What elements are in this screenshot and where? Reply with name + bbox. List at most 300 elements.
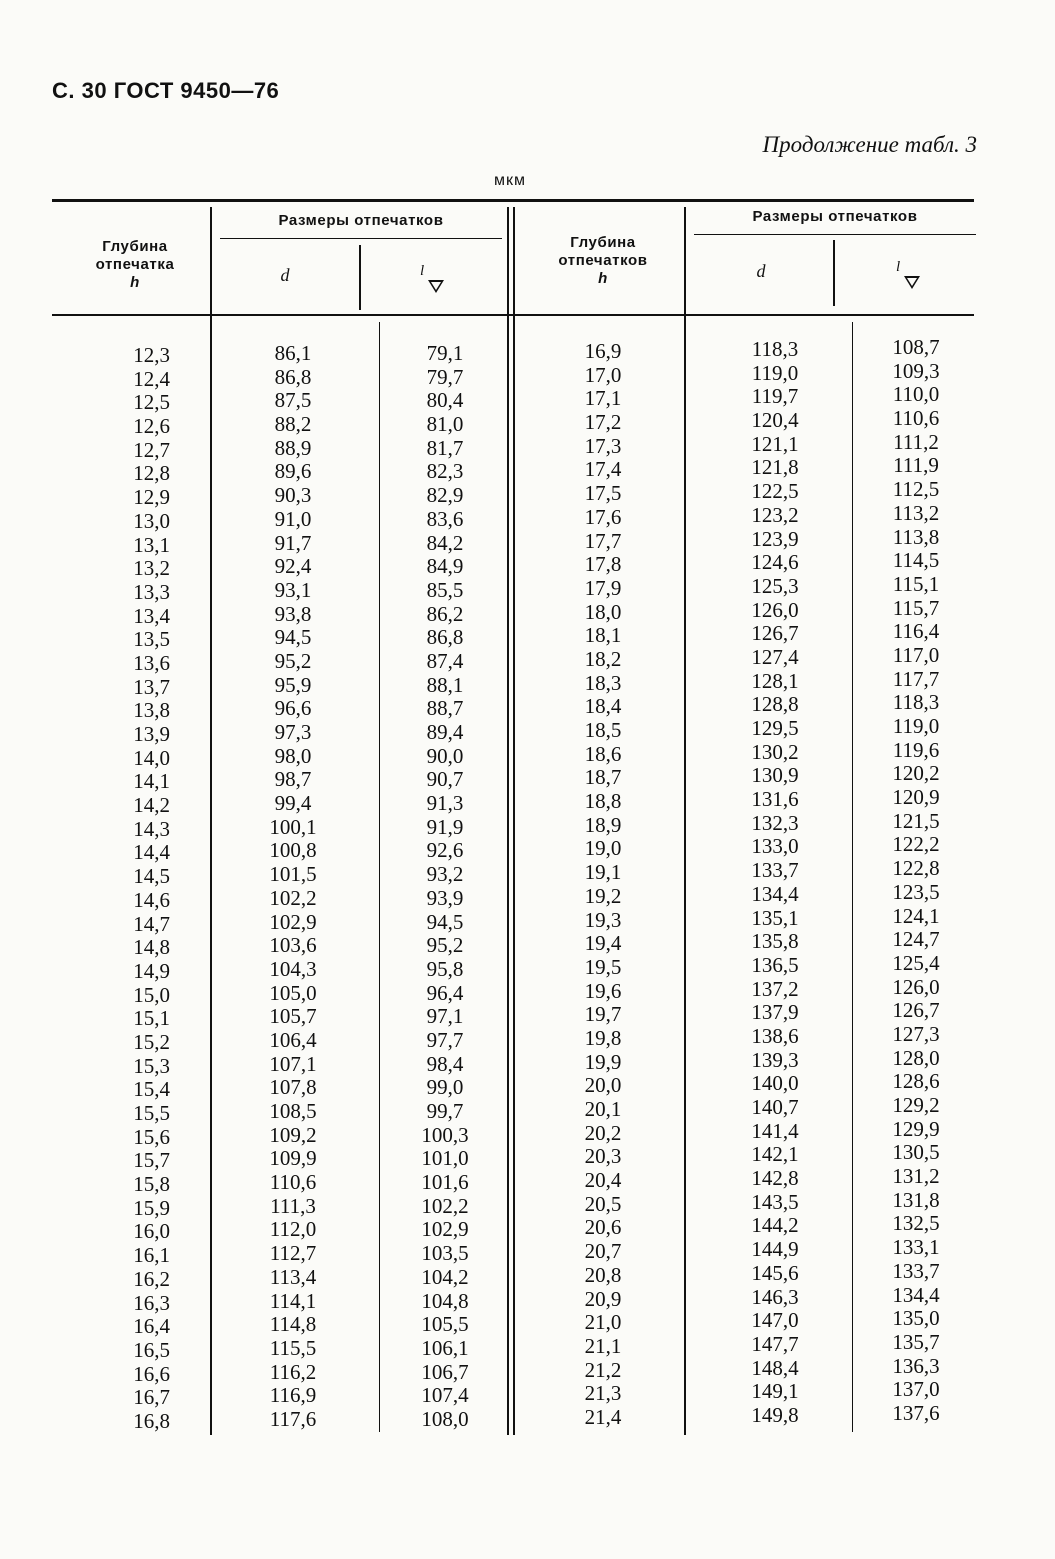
table-cell: 123,5 xyxy=(892,879,940,904)
table-cell: 19,4 xyxy=(584,931,622,956)
left-d-header: d xyxy=(280,265,290,285)
table-cell: 13,1 xyxy=(133,532,170,557)
table-cell: 109,2 xyxy=(269,1122,317,1147)
table-cell: 115,5 xyxy=(269,1335,317,1360)
table-cell: 84,2 xyxy=(426,530,464,555)
table-cell: 19,7 xyxy=(584,1002,622,1027)
table-cell: 17,8 xyxy=(584,552,622,577)
table-cell: 111,9 xyxy=(893,453,939,478)
table-cell: 13,5 xyxy=(133,627,170,652)
table-cell: 89,6 xyxy=(274,459,312,484)
table-cell: 127,4 xyxy=(751,644,799,669)
table-cell: 111,2 xyxy=(893,429,939,454)
depth-header-line-1: Глубина xyxy=(102,238,168,255)
table-cell: 132,3 xyxy=(751,810,799,835)
table-cell: 130,2 xyxy=(751,739,799,764)
table-cell: 114,5 xyxy=(892,548,940,573)
table-cell: 136,5 xyxy=(751,952,799,977)
table-cell: 130,9 xyxy=(751,763,799,788)
table-cell: 86,8 xyxy=(426,625,464,650)
table-cell: 127,3 xyxy=(892,1021,940,1046)
right-h-column xyxy=(560,340,646,1430)
table-cell: 16,7 xyxy=(133,1385,170,1410)
table-cell: 20,7 xyxy=(584,1239,622,1264)
depth-header-symbol: h xyxy=(130,274,140,291)
left-l-header: l xyxy=(420,263,425,279)
table-cell: 88,1 xyxy=(426,672,464,697)
table-cell: 17,4 xyxy=(584,457,622,482)
center-double-rule-b xyxy=(513,207,515,1435)
table-cell: 14,1 xyxy=(133,769,170,794)
table-cell: 15,2 xyxy=(133,1029,170,1054)
table-cell: 19,6 xyxy=(584,978,622,1003)
table-cell: 15,3 xyxy=(133,1053,170,1078)
left-l-column xyxy=(400,342,490,1432)
table-cell: 103,6 xyxy=(269,933,317,958)
table-cell: 90,3 xyxy=(274,483,312,508)
table-cell: 128,0 xyxy=(892,1045,940,1070)
table-cell: 111,3 xyxy=(270,1193,316,1218)
table-cell: 96,6 xyxy=(274,696,312,721)
table-cell: 125,4 xyxy=(892,950,940,975)
table-cell: 112,7 xyxy=(269,1241,317,1266)
table-cell: 86,2 xyxy=(426,601,464,626)
table-cell: 108,5 xyxy=(269,1099,317,1123)
table-cell: 113,4 xyxy=(269,1264,317,1289)
table-cell: 133,7 xyxy=(751,858,799,883)
table-cell: 17,7 xyxy=(584,528,622,553)
table-cell: 21,0 xyxy=(584,1310,622,1335)
table-cell: 108,0 xyxy=(421,1406,469,1431)
table-cell: 135,0 xyxy=(892,1306,940,1331)
table-cell: 88,2 xyxy=(274,412,312,437)
table-cell: 93,2 xyxy=(426,862,464,887)
table-cell: 133,0 xyxy=(751,834,799,859)
table-cell: 137,9 xyxy=(751,1000,799,1025)
depth-header-line-1: Глубина xyxy=(570,234,636,251)
table-cell: 97,1 xyxy=(426,1004,464,1029)
table-cell: 88,9 xyxy=(274,435,312,460)
table-cell: 17,1 xyxy=(584,386,622,411)
table-cell: 100,8 xyxy=(269,838,317,863)
table-cell: 105,0 xyxy=(269,980,317,1005)
table-cell: 12,5 xyxy=(133,390,170,415)
right-sizes-subrule xyxy=(694,234,976,235)
table-cell: 15,1 xyxy=(133,1006,170,1031)
left-sizes-subrule xyxy=(220,238,502,239)
table-cell: 117,7 xyxy=(892,666,940,691)
right-depth-header xyxy=(524,234,682,288)
table-cell: 124,7 xyxy=(892,927,940,952)
table-cell: 110,0 xyxy=(892,382,940,407)
page-header: С. 30 ГОСТ 9450—76 xyxy=(52,78,280,103)
table-cell: 126,7 xyxy=(892,998,940,1023)
table-cell: 19,0 xyxy=(584,836,622,861)
left-d-l-divider xyxy=(359,245,361,310)
table-cell: 15,8 xyxy=(133,1172,170,1197)
table-cell: 141,4 xyxy=(751,1118,799,1143)
table-cell: 84,9 xyxy=(426,554,464,579)
table-cell: 107,8 xyxy=(269,1075,317,1100)
table-cell: 19,1 xyxy=(584,860,622,885)
table-cell: 107,1 xyxy=(269,1051,317,1076)
table-cell: 21,1 xyxy=(584,1333,622,1358)
table-cell: 85,5 xyxy=(426,577,464,602)
table-cell: 15,0 xyxy=(133,982,170,1007)
table-cell: 16,9 xyxy=(584,339,622,363)
table-cell: 92,6 xyxy=(426,838,464,863)
table-cell: 128,8 xyxy=(751,692,799,717)
table-cell: 20,8 xyxy=(584,1262,622,1287)
table-cell: 121,5 xyxy=(892,808,940,833)
table-cell: 122,8 xyxy=(892,856,940,881)
table-cell: 131,8 xyxy=(892,1187,940,1212)
depth-header-line-2: отпечатка xyxy=(95,256,175,273)
table-cell: 116,9 xyxy=(269,1383,317,1408)
table-cell: 13,9 xyxy=(133,722,170,746)
table-cell: 142,1 xyxy=(751,1142,799,1167)
left-d-column xyxy=(240,342,346,1432)
units-label: мкм xyxy=(494,172,526,189)
table-cell: 142,8 xyxy=(751,1166,799,1191)
table-cell: 128,6 xyxy=(892,1069,940,1094)
table-cell: 86,1 xyxy=(274,341,312,365)
table-cell: 89,4 xyxy=(426,720,464,744)
table-cell: 83,6 xyxy=(426,506,464,531)
table-cell: 82,3 xyxy=(426,459,464,484)
table-cell: 122,2 xyxy=(892,832,940,857)
table-cell: 145,6 xyxy=(751,1260,799,1285)
table-cell: 140,7 xyxy=(751,1095,799,1119)
table-cell: 144,2 xyxy=(751,1213,799,1238)
table-cell: 116,4 xyxy=(892,619,940,644)
table-cell: 95,9 xyxy=(274,672,312,697)
depth-header-line-2: отпечатков xyxy=(558,252,648,269)
table-cell: 133,1 xyxy=(892,1235,940,1260)
table-cell: 93,1 xyxy=(274,577,312,602)
table-cell: 18,9 xyxy=(584,812,622,837)
table-cell: 14,7 xyxy=(133,911,170,936)
table-cell: 116,2 xyxy=(269,1359,317,1384)
table-cell: 19,2 xyxy=(584,883,622,908)
table-cell: 102,9 xyxy=(421,1217,469,1242)
right-sizes-header: Размеры отпечатков xyxy=(752,208,918,225)
table-cell: 140,0 xyxy=(751,1071,799,1096)
table-cell: 18,3 xyxy=(584,670,622,695)
table-cell: 14,2 xyxy=(133,793,170,818)
table-cell: 128,1 xyxy=(751,668,799,693)
table-cell: 18,8 xyxy=(584,789,622,814)
table-cell: 109,9 xyxy=(269,1146,317,1171)
table-cell: 20,2 xyxy=(584,1120,622,1145)
left-depth-divider xyxy=(210,207,212,1435)
right-depth-divider xyxy=(684,207,686,1435)
table-cell: 16,2 xyxy=(133,1266,170,1291)
table-cell: 120,2 xyxy=(892,761,940,786)
table-top-rule xyxy=(52,199,974,202)
table-cell: 14,4 xyxy=(133,840,170,865)
table-cell: 16,1 xyxy=(133,1243,170,1268)
table-cell: 99,4 xyxy=(274,791,312,816)
table-cell: 105,5 xyxy=(421,1312,469,1337)
table-cell: 16,3 xyxy=(133,1290,170,1315)
table-cell: 138,6 xyxy=(751,1023,799,1048)
table-cell: 14,8 xyxy=(133,935,170,960)
table-cell: 149,1 xyxy=(751,1379,799,1404)
table-cell: 123,2 xyxy=(751,502,799,527)
table-cell: 14,5 xyxy=(133,864,170,889)
table-cell: 92,4 xyxy=(274,554,312,579)
table-cell: 96,4 xyxy=(426,980,464,1005)
table-cell: 143,5 xyxy=(751,1189,799,1214)
table-cell: 17,0 xyxy=(584,362,622,387)
table-cell: 16,0 xyxy=(133,1219,170,1244)
table-cell: 98,4 xyxy=(426,1051,464,1076)
table-cell: 18,5 xyxy=(584,718,622,742)
table-cell: 115,7 xyxy=(892,595,940,620)
table-cell: 103,5 xyxy=(421,1241,469,1266)
right-d-l-divider xyxy=(833,240,835,306)
table-cell: 110,6 xyxy=(269,1170,317,1195)
table-cell: 13,4 xyxy=(133,603,170,628)
table-cell: 18,1 xyxy=(584,623,622,648)
table-cell: 122,5 xyxy=(751,479,799,504)
table-cell: 91,7 xyxy=(274,530,312,555)
table-cell: 16,8 xyxy=(133,1408,170,1433)
table-cell: 95,2 xyxy=(274,648,312,673)
table-cell: 99,7 xyxy=(426,1099,464,1123)
table-cell: 82,9 xyxy=(426,483,464,508)
table-cell: 106,7 xyxy=(421,1359,469,1384)
left-depth-header xyxy=(60,238,210,292)
table-cell: 94,5 xyxy=(274,625,312,650)
table-cell: 12,6 xyxy=(133,414,170,439)
right-l-column xyxy=(868,336,964,1426)
table-cell: 18,6 xyxy=(584,741,622,766)
table-cell: 123,9 xyxy=(751,526,799,551)
table-cell: 81,7 xyxy=(426,435,464,460)
table-cell: 132,5 xyxy=(892,1211,940,1236)
right-l-header: l xyxy=(896,259,901,275)
table-cell: 88,7 xyxy=(426,696,464,721)
table-cell: 20,5 xyxy=(584,1191,622,1216)
triangle-icon xyxy=(428,280,444,293)
table-cell: 129,9 xyxy=(892,1116,940,1141)
table-cell: 106,4 xyxy=(269,1027,317,1052)
right-d-column xyxy=(726,338,824,1428)
right-d-l-divider-body xyxy=(852,322,853,1432)
table-cell: 120,9 xyxy=(892,785,940,810)
table-cell: 20,0 xyxy=(584,1073,622,1098)
table-cell: 15,7 xyxy=(133,1148,170,1173)
table-cell: 19,5 xyxy=(584,954,622,979)
table-cell: 87,4 xyxy=(426,648,464,673)
table-cell: 121,8 xyxy=(751,455,799,480)
table-cell: 135,1 xyxy=(751,905,799,930)
table-cell: 126,7 xyxy=(751,621,799,646)
table-cell: 15,9 xyxy=(133,1195,170,1220)
table-cell: 93,8 xyxy=(274,601,312,626)
table-cell: 81,0 xyxy=(426,412,464,437)
table-cell: 107,4 xyxy=(421,1383,469,1408)
table-cell: 102,9 xyxy=(269,909,317,934)
table-cell: 90,7 xyxy=(426,767,464,792)
table-cell: 119,6 xyxy=(892,737,940,762)
table-cell: 137,2 xyxy=(751,976,799,1001)
table-cell: 119,0 xyxy=(892,714,940,738)
table-cell: 106,1 xyxy=(421,1335,469,1360)
table-cell: 124,6 xyxy=(751,550,799,575)
table-cell: 119,0 xyxy=(751,360,799,385)
table-cell: 137,0 xyxy=(892,1377,940,1402)
table-cell: 146,3 xyxy=(751,1284,799,1309)
table-cell: 148,4 xyxy=(751,1355,799,1380)
table-cell: 101,6 xyxy=(421,1170,469,1195)
table-cell: 105,7 xyxy=(269,1004,317,1029)
table-cell: 19,8 xyxy=(584,1025,622,1050)
table-cell: 79,1 xyxy=(426,341,464,365)
table-cell: 18,0 xyxy=(584,599,622,624)
table-cell: 94,5 xyxy=(426,909,464,934)
table-cell: 101,5 xyxy=(269,862,317,887)
table-cell: 135,7 xyxy=(892,1329,940,1354)
table-cell: 19,9 xyxy=(584,1049,622,1074)
table-cell: 104,3 xyxy=(269,956,317,981)
table-cell: 20,6 xyxy=(584,1215,622,1240)
table-cell: 17,5 xyxy=(584,481,622,506)
left-sizes-header: Размеры отпечатков xyxy=(278,212,444,229)
table-cell: 126,0 xyxy=(892,974,940,999)
table-cell: 112,0 xyxy=(269,1217,317,1242)
table-cell: 139,3 xyxy=(751,1047,799,1072)
table-cell: 20,9 xyxy=(584,1286,622,1311)
table-cell: 114,1 xyxy=(269,1288,317,1313)
table-cell: 15,4 xyxy=(133,1077,170,1102)
table-cell: 87,5 xyxy=(274,388,312,413)
table-cell: 147,7 xyxy=(751,1331,799,1356)
table-cell: 13,0 xyxy=(133,508,170,533)
table-cell: 20,1 xyxy=(584,1097,622,1121)
table-cell: 15,6 xyxy=(133,1124,170,1149)
table-cell: 110,6 xyxy=(892,406,940,431)
table-cell: 149,8 xyxy=(751,1402,799,1427)
table-cell: 134,4 xyxy=(892,1282,940,1307)
table-cell: 17,9 xyxy=(584,575,622,600)
table-cell: 134,4 xyxy=(751,881,799,906)
table-cell: 131,2 xyxy=(892,1164,940,1189)
table-cell: 129,5 xyxy=(751,716,799,740)
table-cell: 117,0 xyxy=(892,642,940,667)
table-cell: 101,0 xyxy=(421,1146,469,1171)
table-cell: 90,0 xyxy=(426,743,464,768)
table-cell: 18,7 xyxy=(584,765,622,790)
table-cell: 95,8 xyxy=(426,956,464,981)
table-cell: 114,8 xyxy=(269,1312,317,1337)
left-d-l-divider-body xyxy=(379,322,380,1432)
table-cell: 115,1 xyxy=(892,571,940,596)
table-cell: 126,0 xyxy=(751,597,799,622)
table-cell: 104,2 xyxy=(421,1264,469,1289)
table-cell: 102,2 xyxy=(421,1193,469,1218)
table-cell: 102,2 xyxy=(269,885,317,910)
table-cell: 14,6 xyxy=(133,887,170,912)
table-cell: 121,1 xyxy=(751,431,799,456)
table-cell: 91,0 xyxy=(274,506,312,531)
table-cell: 104,8 xyxy=(421,1288,469,1313)
table-cell: 144,9 xyxy=(751,1237,799,1262)
table-cell: 16,6 xyxy=(133,1361,170,1386)
table-cell: 91,9 xyxy=(426,814,464,839)
table-cell: 21,3 xyxy=(584,1381,622,1406)
table-cell: 147,0 xyxy=(751,1308,799,1333)
table-cell: 17,3 xyxy=(584,433,622,458)
table-cell: 118,3 xyxy=(751,337,799,361)
table-cell: 100,1 xyxy=(269,814,317,839)
right-d-header: d xyxy=(756,261,766,281)
table-cell: 12,3 xyxy=(133,343,170,367)
table-cell: 119,7 xyxy=(751,384,799,409)
table-cell: 99,0 xyxy=(426,1075,464,1100)
table-cell: 14,9 xyxy=(133,958,170,983)
table-cell: 93,9 xyxy=(426,885,464,910)
table-cell: 20,4 xyxy=(584,1168,622,1193)
table-cell: 17,2 xyxy=(584,410,622,435)
table-cell: 12,8 xyxy=(133,461,170,486)
table-cell: 131,6 xyxy=(751,787,799,812)
table-cell: 125,3 xyxy=(751,573,799,598)
table-cell: 14,3 xyxy=(133,816,170,841)
table-cell: 137,6 xyxy=(892,1400,940,1425)
table-cell: 129,2 xyxy=(892,1093,940,1117)
table-cell: 95,2 xyxy=(426,933,464,958)
table-cell: 97,3 xyxy=(274,720,312,744)
table-cell: 18,2 xyxy=(584,646,622,671)
table-cell: 108,7 xyxy=(892,335,940,359)
table-cell: 21,2 xyxy=(584,1357,622,1382)
triangle-icon xyxy=(904,276,920,289)
table-cell: 130,5 xyxy=(892,1140,940,1165)
table-cell: 13,8 xyxy=(133,698,170,723)
left-h-column xyxy=(90,344,170,1434)
table-cell: 18,4 xyxy=(584,694,622,719)
table-cell: 91,3 xyxy=(426,791,464,816)
table-cell: 17,6 xyxy=(584,504,622,529)
table-cell: 12,9 xyxy=(133,485,170,510)
table-cell: 113,8 xyxy=(892,524,940,549)
table-cell: 20,3 xyxy=(584,1144,622,1169)
table-cell: 124,1 xyxy=(892,903,940,928)
table-cell: 80,4 xyxy=(426,388,464,413)
table-cell: 100,3 xyxy=(421,1122,469,1147)
table-cell: 16,5 xyxy=(133,1337,170,1362)
table-cell: 97,7 xyxy=(426,1027,464,1052)
table-cell: 13,6 xyxy=(133,650,170,675)
table-cell: 14,0 xyxy=(133,745,170,770)
table-cell: 15,5 xyxy=(133,1101,170,1125)
center-double-rule-a xyxy=(507,207,509,1435)
table-cell: 135,8 xyxy=(751,929,799,954)
table-cell: 98,7 xyxy=(274,767,312,792)
table-cell: 13,2 xyxy=(133,556,170,581)
table-cell: 16,4 xyxy=(133,1314,170,1339)
table-cell: 21,4 xyxy=(584,1404,622,1429)
table-cell: 120,4 xyxy=(751,408,799,433)
table-cell: 13,3 xyxy=(133,579,170,604)
table-cell: 98,0 xyxy=(274,743,312,768)
table-cell: 12,4 xyxy=(133,366,170,391)
table-cell: 117,6 xyxy=(269,1406,317,1431)
table-cell: 133,7 xyxy=(892,1258,940,1283)
